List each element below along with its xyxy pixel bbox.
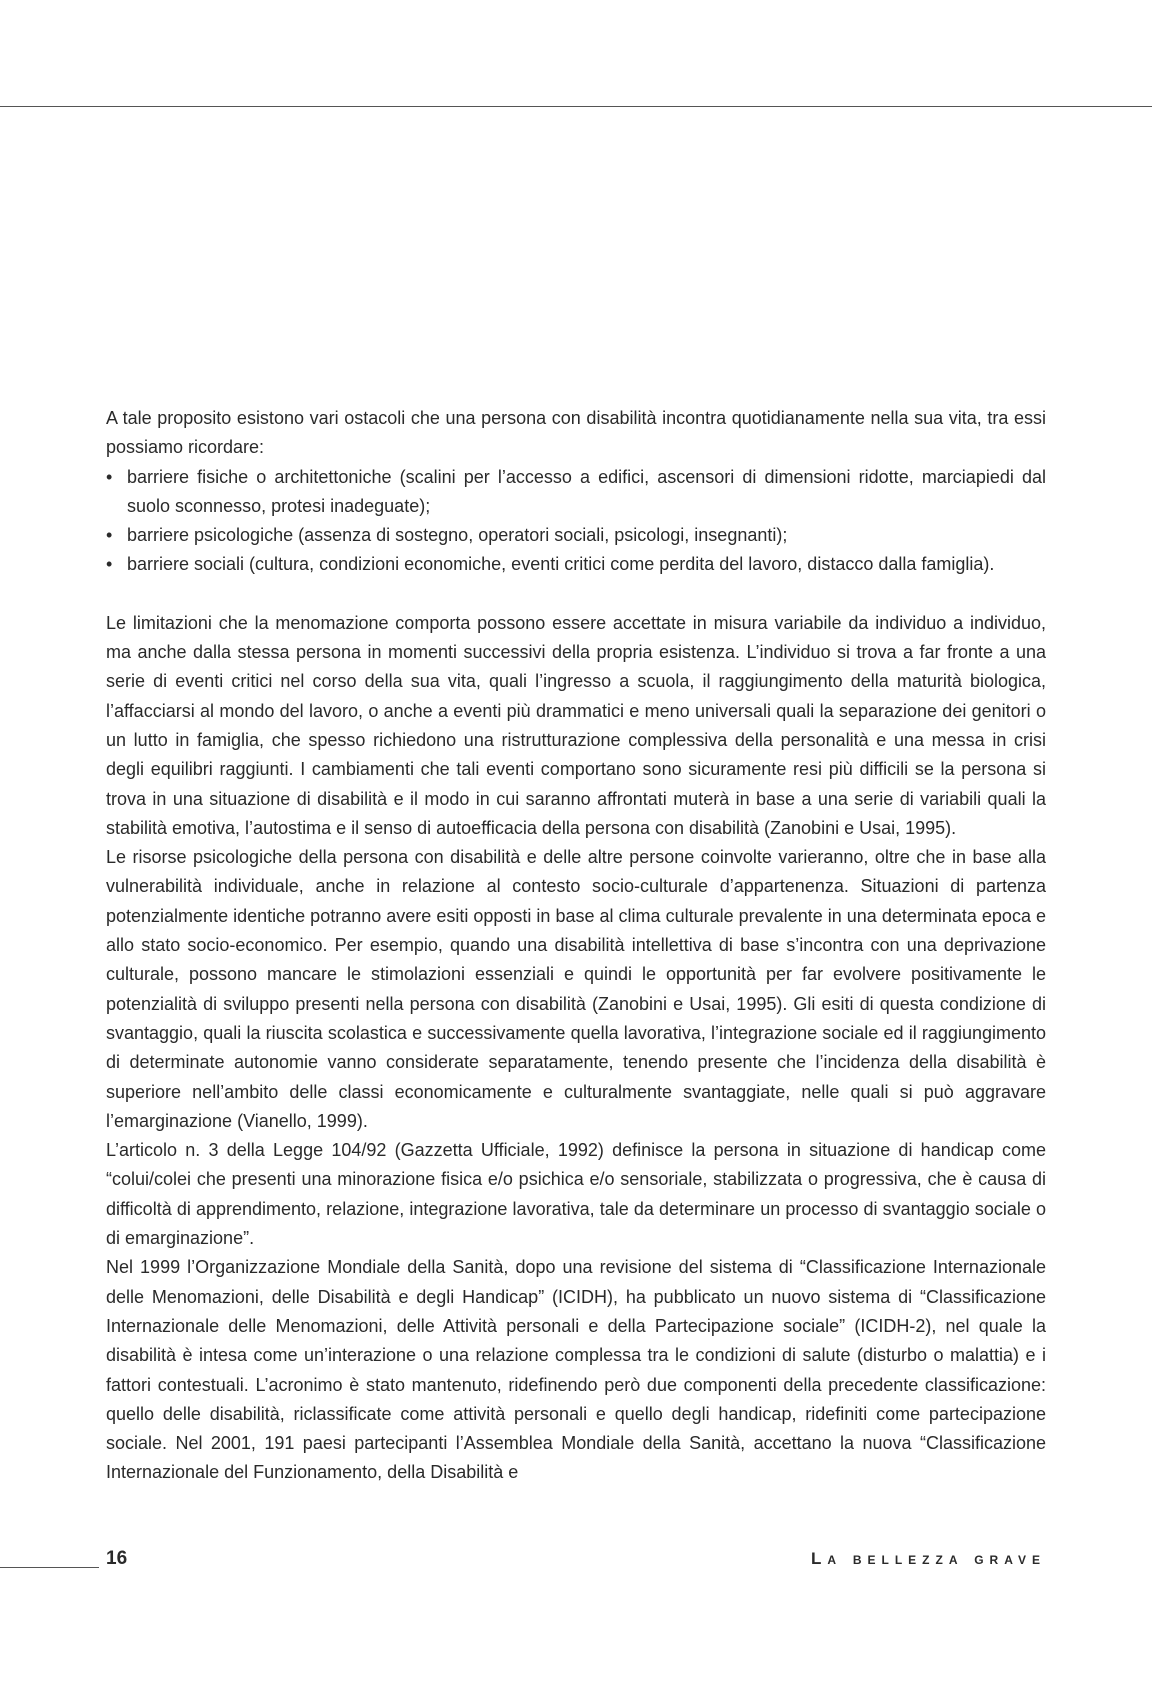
- paragraph-spacer: [106, 580, 1046, 609]
- list-item-text: barriere sociali (cultura, condizioni economiche, eventi critici come perdita del lavoro, distacco dalla famiglia).: [127, 554, 995, 575]
- paragraph: Le limitazioni che la menomazione comporta possono essere accettate in misura variabile da individuo a individuo, ma anche dalla stessa persona in momenti successivi della propria esistenza. L’individuo si trova a far fronte a una serie di eventi critici nel corso della sua vita, quali l’ingresso a scuola, il raggiungimento della maturità biologica, l’affacciarsi al mondo del lavoro, o anche a eventi più drammatici e meno universali quali la separazione dei genitori o un lutto in famiglia, che spesso richiedono una ristrutturazione complessiva della personalità e una messa in crisi degli equilibri raggiunti. I cambiamenti che tali eventi comportano sono sicuramente resi più difficili se la persona si trova in una situazione di disabilità e il modo in cui saranno affrontati muterà in base a una serie di variabili quali la stabilità emotiva, l’autostima e il senso di autoefficacia della persona con disabilità (Zanobini e Usai, 1995).: [106, 612, 1046, 838]
- header-rule: [0, 106, 1152, 107]
- footer-rule: [0, 1567, 99, 1568]
- running-title: La bellezza grave: [811, 1549, 1046, 1568]
- bullet-icon: •: [106, 554, 113, 575]
- barrier-list: [106, 463, 1046, 580]
- paragraph: L’articolo n. 3 della Legge 104/92 (Gazzetta Ufficiale, 1992) definisce la persona in situazione di handicap come “colui/colei che presenti una minorazione fisica e/o psichica e/o sensoriale, stabilizzata o progressiva, che è causa di difficoltà di apprendimento, relazione, integrazione lavorativa, tale da determinare un processo di svantaggio sociale o di emarginazione”.: [106, 1140, 1046, 1249]
- list-item-text: barriere psicologiche (assenza di sostegno, operatori sociali, psicologi, insegnanti);: [127, 525, 788, 546]
- paragraph: Le risorse psicologiche della persona con disabilità e delle altre persone coinvolte varieranno, oltre che in base alla vulnerabilità individuale, anche in relazione al contesto socio-culturale d’appartenenza. Situazioni di partenza potenzialmente identiche potranno avere esiti opposti in base al clima culturale prevalente in una determinata epoca e allo stato socio-economico. Per esempio, quando una disabilità intellettiva di base s’incontra con una deprivazione culturale, possono mancare le stimolazioni essenziali e quindi le opportunità per far evolvere positivamente le potenzialità di sviluppo presenti nella persona con disabilità (Zanobini e Usai, 1995). Gli esiti di questa condizione di svantaggio, quali la riuscita scolastica e successivamente quella lavorativa, l’integrazione sociale ed il raggiungimento di determinate autonomie vanno considerate separatamente, tenendo presente che l’incidenza della disabilità è superiore nell’ambito delle classi economicamente e culturalmente svantaggiate, nelle quali si può aggravare l’emarginazione (Vianello, 1999).: [106, 847, 1046, 1131]
- bullet-icon: •: [106, 466, 113, 487]
- body-text: [106, 404, 1046, 1488]
- list-item: [106, 521, 1046, 550]
- page-number: 16: [106, 1548, 128, 1569]
- list-item: [106, 550, 1046, 579]
- list-item: [106, 463, 1046, 522]
- paragraph: Nel 1999 l’Organizzazione Mondiale della Sanità, dopo una revisione del sistema di “Classificazione Internazionale delle Menomazioni, delle Disabilità e degli Handicap” (ICIDH), ha pubblicato un nuovo sistema di “Classificazione Internazionale delle Menomazioni, delle Attività personali e della Partecipazione sociale” (ICIDH-2), nel quale la disabilità è intesa come un’interazione o una relazione complessa tra le condizioni di salute (disturbo o malattia) e i fattori contestuali. L’acronimo è stato mantenuto, ridefinendo però due componenti della precedente classificazione: quello delle disabilità, riclassificate come attività personali e quello degli handicap, ridefiniti come partecipazione sociale. Nel 2001, 191 paesi partecipanti l’Assemblea Mondiale della Sanità, accettano la nuova “Classificazione Internazionale del Funzionamento, della Disabilità e: [106, 1257, 1046, 1483]
- bullet-icon: •: [106, 525, 113, 546]
- intro-paragraph: A tale proposito esistono vari ostacoli che una persona con disabilità incontra quotidianamente nella sua vita, tra essi possiamo ricordare:: [106, 408, 1046, 458]
- list-item-text: barriere fisiche o architettoniche (scalini per l’accesso a edifici, ascensori di dimensioni ridotte, marciapiedi dal suolo sconnesso, protesi inadeguate);: [127, 466, 1046, 516]
